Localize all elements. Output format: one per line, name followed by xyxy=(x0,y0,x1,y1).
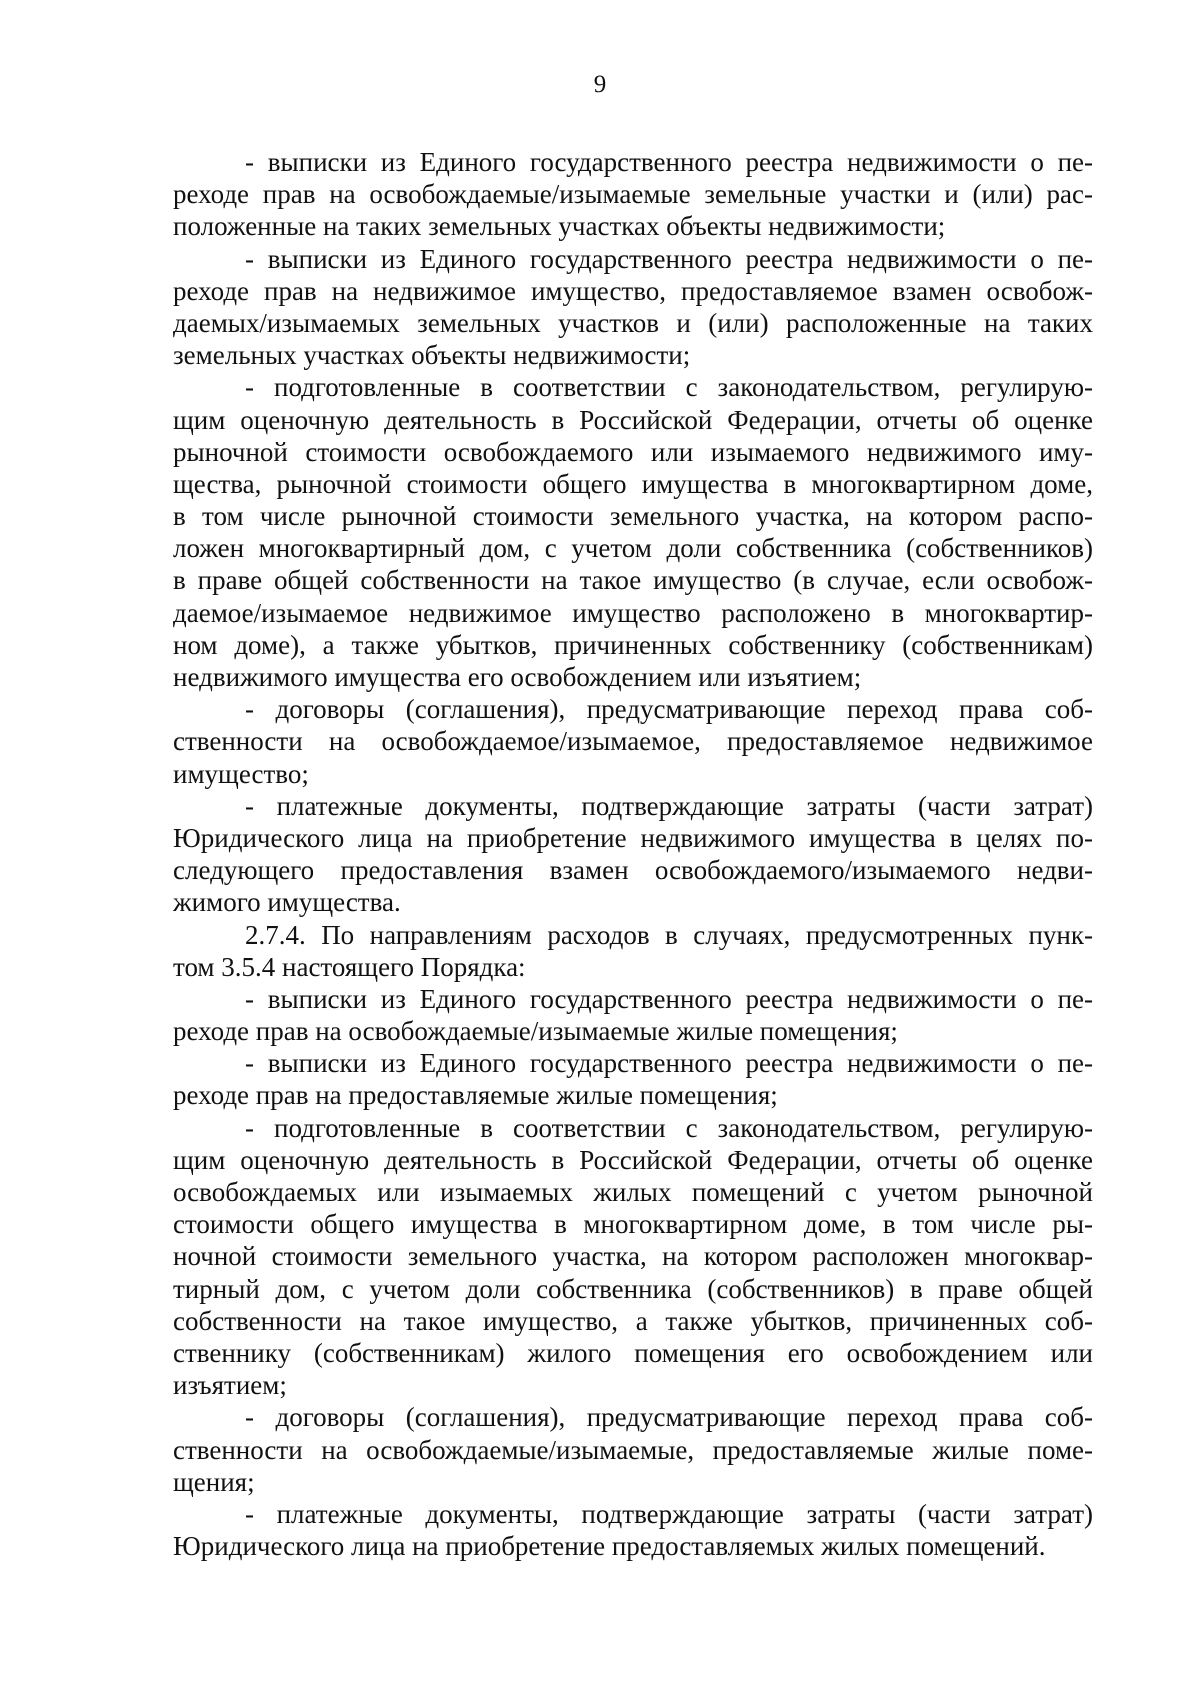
paragraph xyxy=(173,1401,1093,1498)
text-line: ственности на освобождаемое/изымаемое, предоставляемое недвижимое xyxy=(173,726,1093,757)
text-line: 2.7.4. По направлениям расходов в случаях, предусмотренных пунк- xyxy=(245,919,1093,950)
paragraph xyxy=(173,243,1093,372)
paragraph xyxy=(173,146,1093,243)
paragraph xyxy=(173,790,1093,919)
text-line: - договоры (соглашения), предусматривающие переход права соб- xyxy=(245,1402,1093,1433)
text-line: следующего предоставления взамен освобождаемого/изымаемого недви- xyxy=(173,855,1093,886)
paragraph xyxy=(173,371,1093,693)
text-line: - платежные документы, подтверждающие затраты (части затрат) xyxy=(245,1498,1093,1529)
text-line: тирный дом, с учетом доли собственника (собственников) в праве общей xyxy=(173,1273,1093,1304)
text-line: щим оценочную деятельность в Российской Федерации, отчеты об оценке xyxy=(173,1144,1093,1175)
text-line: имущество; xyxy=(173,758,309,789)
text-line: ственнику (собственникам) жилого помещения его освобождением или xyxy=(173,1337,1093,1368)
text-line: стоимости общего имущества в многоквартирном доме, в том числе ры- xyxy=(173,1209,1093,1240)
text-line: реходе прав на недвижимое имущество, предоставляемое взамен освобож- xyxy=(173,275,1093,306)
text-line: земельных участках объекты недвижимости; xyxy=(173,340,691,371)
text-line: щества, рыночной стоимости общего имущества в многоквартирном доме, xyxy=(173,468,1093,499)
text-line: - выписки из Единого государственного реестра недвижимости о пе- xyxy=(245,1048,1093,1079)
text-line: в праве общей собственности на такое имущество (в случае, если освобож- xyxy=(173,565,1093,596)
text-line: - платежные документы, подтверждающие затраты (части затрат) xyxy=(245,790,1093,821)
paragraph xyxy=(173,1498,1093,1562)
page-number: 9 xyxy=(593,71,607,98)
text-line: щения; xyxy=(173,1466,255,1497)
text-line: - выписки из Единого государственного реестра недвижимости о пе- xyxy=(245,147,1093,177)
text-line: даемых/изымаемых земельных участков и (или) расположенные на таких xyxy=(173,307,1093,338)
paragraph xyxy=(173,1047,1093,1111)
text-line: щим оценочную деятельность в Российской Федерации, отчеты об оценке xyxy=(173,404,1093,435)
text-line: изъятием; xyxy=(173,1370,287,1401)
paragraph xyxy=(173,693,1093,790)
paragraph xyxy=(173,919,1093,983)
text-line: положенные на таких земельных участках объекты недвижимости; xyxy=(173,211,946,242)
text-line: в том числе рыночной стоимости земельного участка, на котором распо- xyxy=(173,501,1093,532)
text-line: ночной стоимости земельного участка, на котором расположен многоквар- xyxy=(173,1241,1093,1272)
text-line: рыночной стоимости освобождаемого или изымаемого недвижимого иму- xyxy=(173,436,1093,467)
text-line: Юридического лица на приобретение недвижимого имущества в целях по- xyxy=(173,822,1093,853)
text-line: освобождаемых или изымаемых жилых помещений с учетом рыночной xyxy=(173,1177,1093,1207)
text-line: - выписки из Единого государственного реестра недвижимости о пе- xyxy=(245,243,1093,274)
text-line: - договоры (соглашения), предусматривающие переход права соб- xyxy=(245,694,1093,725)
text-line: ственности на освобождаемые/изымаемые, предоставляемые жилые поме- xyxy=(173,1434,1093,1465)
text-line: недвижимого имущества его освобождением или изъятием; xyxy=(173,662,862,692)
text-line: реходе прав на предоставляемые жилые помещения; xyxy=(173,1080,778,1111)
document-body xyxy=(173,146,1093,1562)
text-line: - подготовленные в соответствии с законодательством, регулирую- xyxy=(245,1112,1093,1143)
text-line: жимого имущества. xyxy=(173,887,401,918)
text-line: - подготовленные в соответствии с законодательством, регулирую- xyxy=(245,372,1093,403)
text-line: том 3.5.4 настоящего Порядка: xyxy=(173,951,526,982)
text-line: даемое/изымаемое недвижимое имущество расположено в многоквартир- xyxy=(173,597,1093,628)
text-line: реходе прав на освобождаемые/изымаемые земельные участки и (или) рас- xyxy=(173,179,1093,210)
text-line: ном доме), а также убытков, причиненных собственнику (собственникам) xyxy=(173,629,1093,660)
text-line: - выписки из Единого государственного реестра недвижимости о пе- xyxy=(245,983,1093,1014)
text-line: реходе прав на освобождаемые/изымаемые жилые помещения; xyxy=(173,1016,898,1047)
paragraph xyxy=(173,983,1093,1047)
text-line: ложен многоквартирный дом, с учетом доли собственника (собственников) xyxy=(173,533,1093,564)
text-line: Юридического лица на приобретение предоставляемых жилых помещений. xyxy=(173,1531,1046,1562)
text-line: собственности на такое имущество, а также убытков, причиненных соб- xyxy=(173,1305,1093,1336)
paragraph xyxy=(173,1112,1093,1402)
